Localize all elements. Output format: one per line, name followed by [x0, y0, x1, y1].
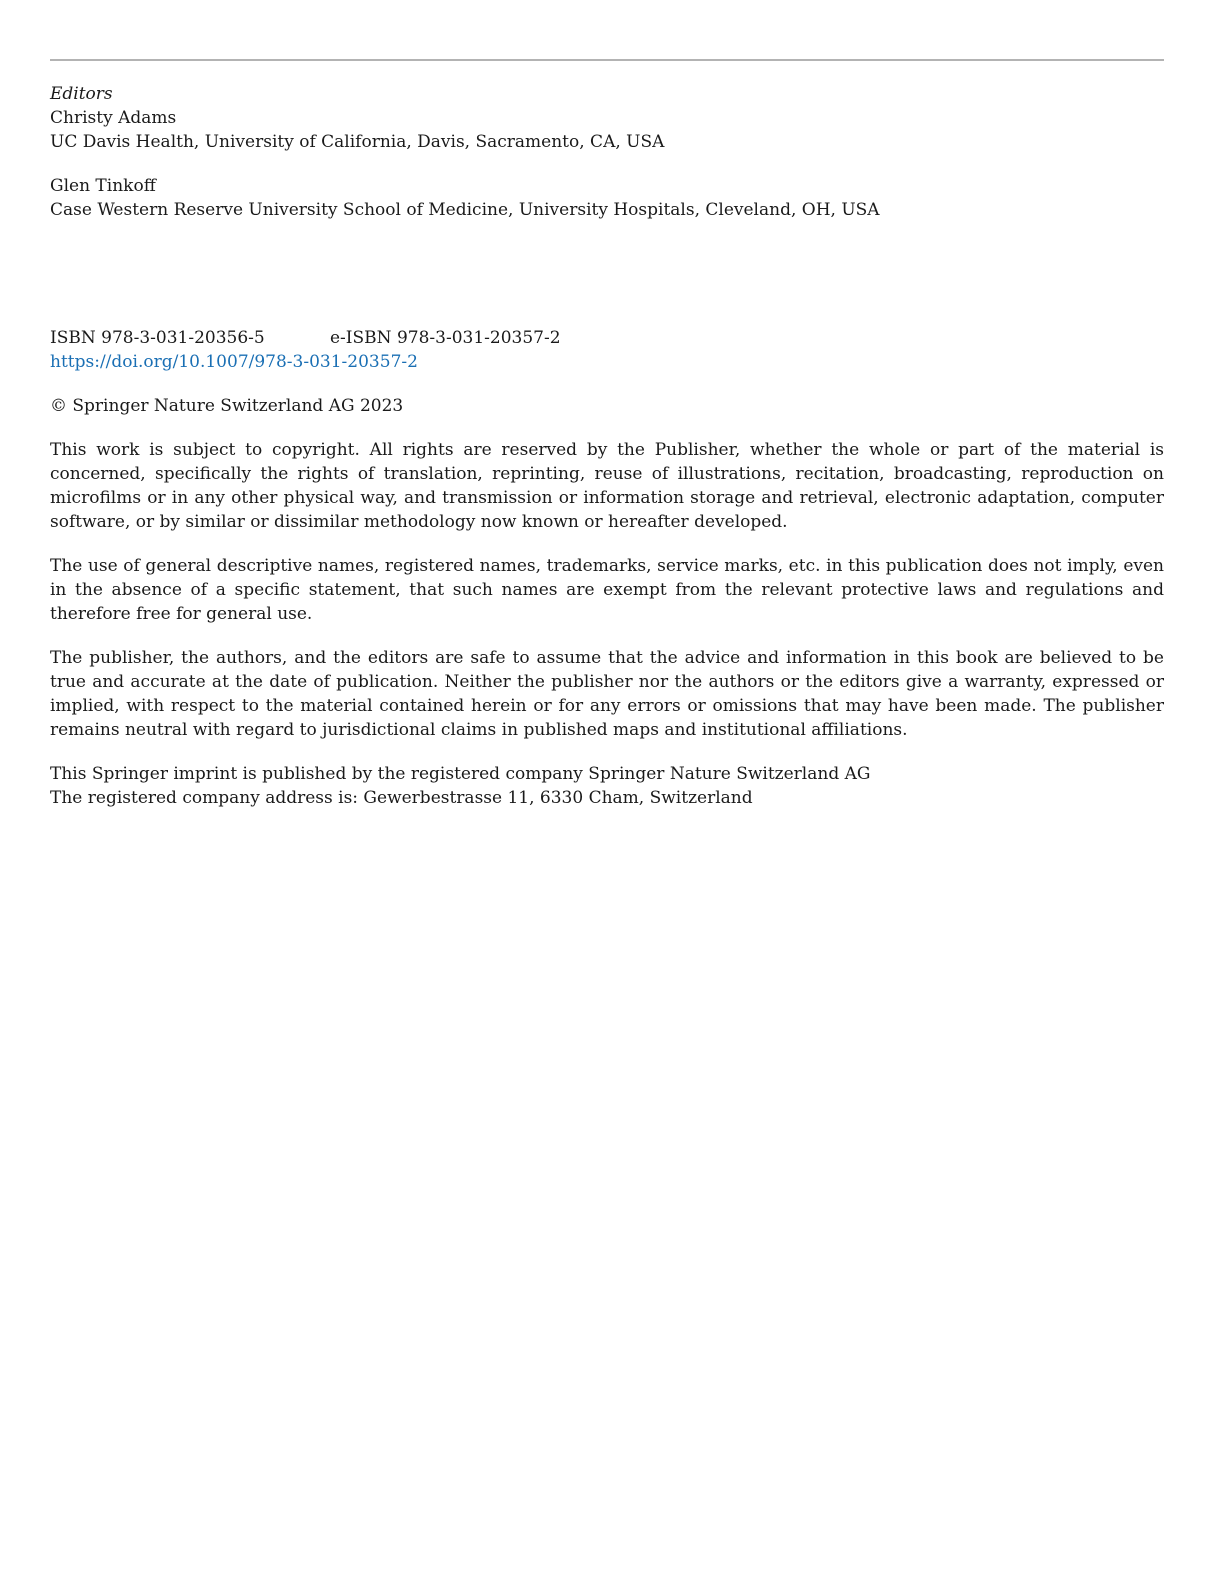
copyright-page: [50, 0, 1164, 1584]
imprint-statement: This Springer imprint is published by the registered company Springer Nature Switzerland AG: [50, 764, 871, 784]
isbn: ISBN 978-3-031-20356-5: [50, 328, 265, 348]
editor-name: Christy Adams: [50, 108, 177, 128]
eisbn: e-ISBN 978-3-031-20357-2: [330, 328, 561, 348]
editor-name: Glen Tinkoff: [50, 176, 156, 196]
disclaimer-paragraph: The publisher, the authors, and the editors are safe to assume that the advice and information in this book are believed to be true and accurate at the date of publication. Neither the publisher nor the authors or the editors give a warranty, expressed or implied, with respect to the material contained herein or for any errors or omissions that may have been made. The publisher remains neutral with regard to jurisdictional claims in published maps and institutional affiliations.: [50, 648, 1164, 740]
company-address: The registered company address is: Gewerbestrasse 11, 6330 Cham, Switzerland: [50, 788, 753, 808]
editor-affiliation: UC Davis Health, University of California, Davis, Sacramento, CA, USA: [50, 132, 665, 152]
copyright-paragraph: This work is subject to copyright. All rights are reserved by the Publisher, whether the whole or part of the material is concerned, specifically the rights of translation, reprinting, reuse of illustrations, recitation, broadcasting, reproduction on microfilms or in any other physical way, and transmission or information storage and retrieval, electronic adaptation, computer software, or by similar or dissimilar methodology now known or hereafter developed.: [50, 440, 1164, 532]
editors-label: Editors: [50, 84, 113, 104]
copyright-notice: © Springer Nature Switzerland AG 2023: [50, 396, 404, 416]
doi-link[interactable]: https://doi.org/10.1007/978-3-031-20357-2: [50, 352, 418, 372]
isbn-row: [50, 326, 561, 350]
trademark-paragraph: The use of general descriptive names, registered names, trademarks, service marks, etc. in this publication does not imply, even in the absence of a specific statement, that such names are exempt from the relevant protective laws and regulations and therefore free for general use.: [50, 556, 1164, 624]
top-divider: [50, 59, 1164, 61]
editor-affiliation: Case Western Reserve University School of Medicine, University Hospitals, Cleveland, OH, USA: [50, 200, 880, 220]
